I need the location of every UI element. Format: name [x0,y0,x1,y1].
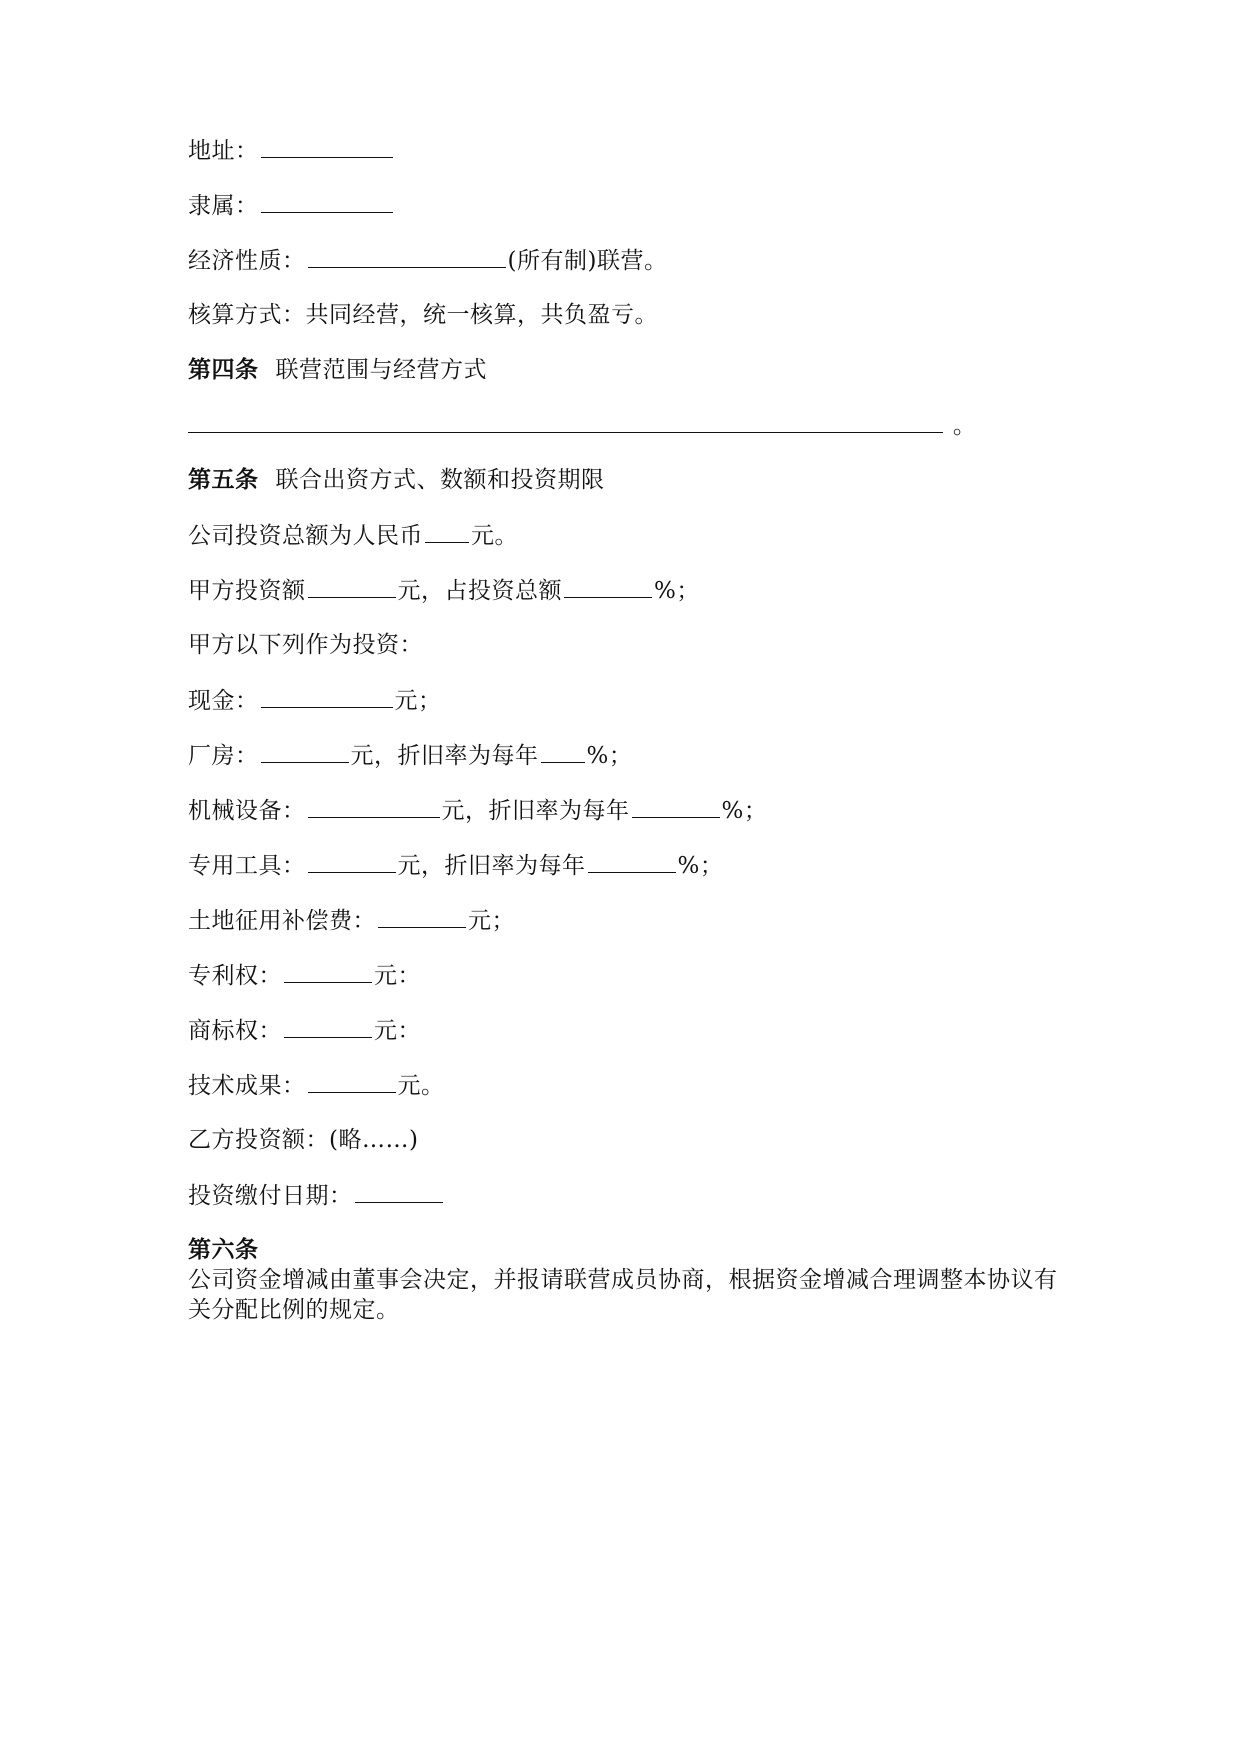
tech-label: 技术成果： [188,1073,306,1099]
machinery-mid: 元，折旧率为每年 [441,798,630,824]
article-4-title: 联营范围与经营方式 [275,357,488,383]
patent-label: 专利权： [188,963,282,989]
land-label: 土地征用补偿费： [188,908,376,934]
party-a-list-intro: 甲方以下列作为投资： [188,632,423,658]
address-line [188,135,395,166]
total-investment-prefix: 公司投资总额为人民币 [188,523,423,549]
tools-suffix: %； [677,853,724,879]
payment-date-blank [355,1180,443,1203]
total-investment-blank [425,520,469,543]
article-6-heading: 第六条 [188,1237,259,1263]
tools-rate-blank [588,850,676,873]
patent-suffix: 元： [374,963,421,989]
cash-suffix: 元； [394,688,442,714]
economic-nature-suffix: (所有制)联营。 [507,248,668,274]
party-a-amount-line [188,575,700,606]
machinery-line [188,795,767,826]
tools-line [188,850,723,881]
plant-line [188,740,632,771]
address-label: 地址： [188,138,259,164]
plant-rate-blank [541,740,585,763]
land-blank [378,905,466,928]
machinery-suffix: %； [721,798,768,824]
article-5-title: 联合出资方式、数额和投资期限 [275,467,605,493]
address-blank [261,135,393,158]
total-investment-line [188,520,518,551]
tools-label: 专用工具： [188,853,306,879]
plant-suffix: %； [586,743,633,769]
article-4-number: 第四条 [188,357,259,383]
machinery-blank [308,795,440,818]
patent-blank [284,960,372,983]
party-b-amount-line: 乙方投资额：(略……) [188,1127,419,1153]
land-line [188,905,515,936]
tools-mid: 元，折旧率为每年 [397,853,586,879]
trademark-suffix: 元： [374,1018,421,1044]
article-4-heading [188,355,487,385]
party-a-amount-suffix: %； [654,578,700,604]
plant-blank [261,740,349,763]
article-5-heading [188,465,605,495]
machinery-rate-blank [632,795,720,818]
article-4-end: 。 [952,413,977,439]
accounting-method-line: 核算方式：共同经营，统一核算，共负盈亏。 [188,302,658,328]
total-investment-suffix: 元。 [471,523,518,549]
tech-line [188,1070,445,1101]
cash-line [188,685,442,716]
affiliation-label: 隶属： [188,193,259,219]
trademark-blank [284,1015,372,1038]
article-5-number: 第五条 [188,467,259,493]
machinery-label: 机械设备： [188,798,306,824]
economic-nature-blank [308,245,506,268]
party-a-amount-prefix: 甲方投资额 [188,578,306,604]
tools-blank [308,850,396,873]
patent-line [188,960,421,991]
party-a-amount-blank [308,575,396,598]
article-4-scope-line [188,410,976,441]
tech-blank [308,1070,396,1093]
article-6-text: 公司资金增减由董事会决定，并报请联营成员协商，根据资金增减合理调整本协议有关分配比例的规定。 [188,1267,1058,1323]
economic-nature-label: 经济性质： [188,248,306,274]
land-suffix: 元； [468,908,515,934]
party-a-amount-mid: 元，占投资总额 [397,578,562,604]
plant-mid: 元，折旧率为每年 [350,743,539,769]
payment-date-label: 投资缴付日期： [188,1183,353,1209]
plant-label: 厂房： [188,743,259,769]
article-4-scope-blank [188,410,943,433]
tech-suffix: 元。 [397,1073,445,1099]
economic-nature-line [188,245,667,276]
cash-blank [261,685,393,708]
affiliation-blank [261,190,393,213]
trademark-label: 商标权： [188,1018,282,1044]
party-a-percent-blank [564,575,652,598]
cash-label: 现金： [188,688,259,714]
affiliation-line [188,190,395,221]
trademark-line [188,1015,421,1046]
payment-date-line [188,1180,445,1211]
